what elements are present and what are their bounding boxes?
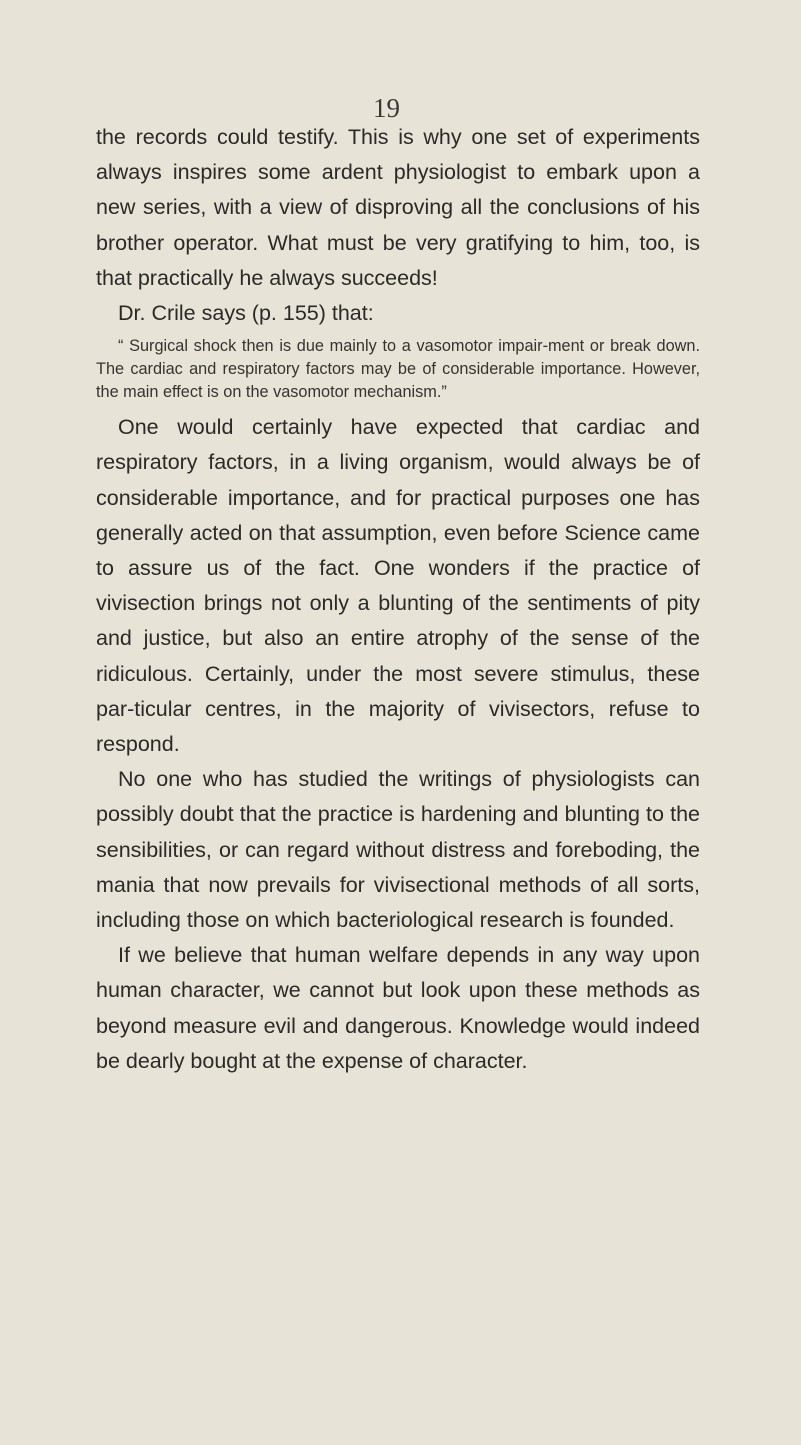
block-quote: “ Surgical shock then is due mainly to a vasomotor impair-ment or break down. The cardiac and respiratory factors may be of considerable importance. However, the main effect is on the vasomotor mechanism.”: [96, 337, 700, 402]
page-body: [96, 120, 700, 1079]
paragraph-continuation: the records could testify. This is why one set of experiments always inspires some ardent physiologist to embark upon a new series, with a view of disproving all the conclusions of his brother operator. What must be very gratifying to him, too, is that practically he always succeeds!: [96, 125, 700, 290]
paragraph-cardiac-factors: One would certainly have expected that cardiac and respiratory factors, in a living organism, would always be of considerable importance, and for practical purposes one has generally acted on that assumption, even before Science came to assure us of the fact. One wonders if the practice of vivisection brings not only a blunting of the sentiments of pity and justice, but also an entire atrophy of the sense of the ridiculous. Certainly, under the most severe stimulus, these par-ticular centres, in the majority of vivisectors, refuse to respond.: [96, 415, 700, 757]
paragraph-physiologists: No one who has studied the writings of physiologists can possibly doubt that the practice is hardening and blunting to the sensibilities, or can regard without distress and foreboding, the mania that now prevails for vivisectional methods of all sorts, including those on which bacteriological research is founded.: [96, 767, 700, 933]
paragraph-human-welfare: If we believe that human welfare depends in any way upon human character, we cannot but look upon these methods as beyond measure evil and dangerous. Knowledge would indeed be dearly bought at the expense of character.: [96, 943, 700, 1073]
page-number: 19: [373, 93, 400, 123]
paragraph-citation-intro: Dr. Crile says (p. 155) that:: [118, 301, 374, 326]
